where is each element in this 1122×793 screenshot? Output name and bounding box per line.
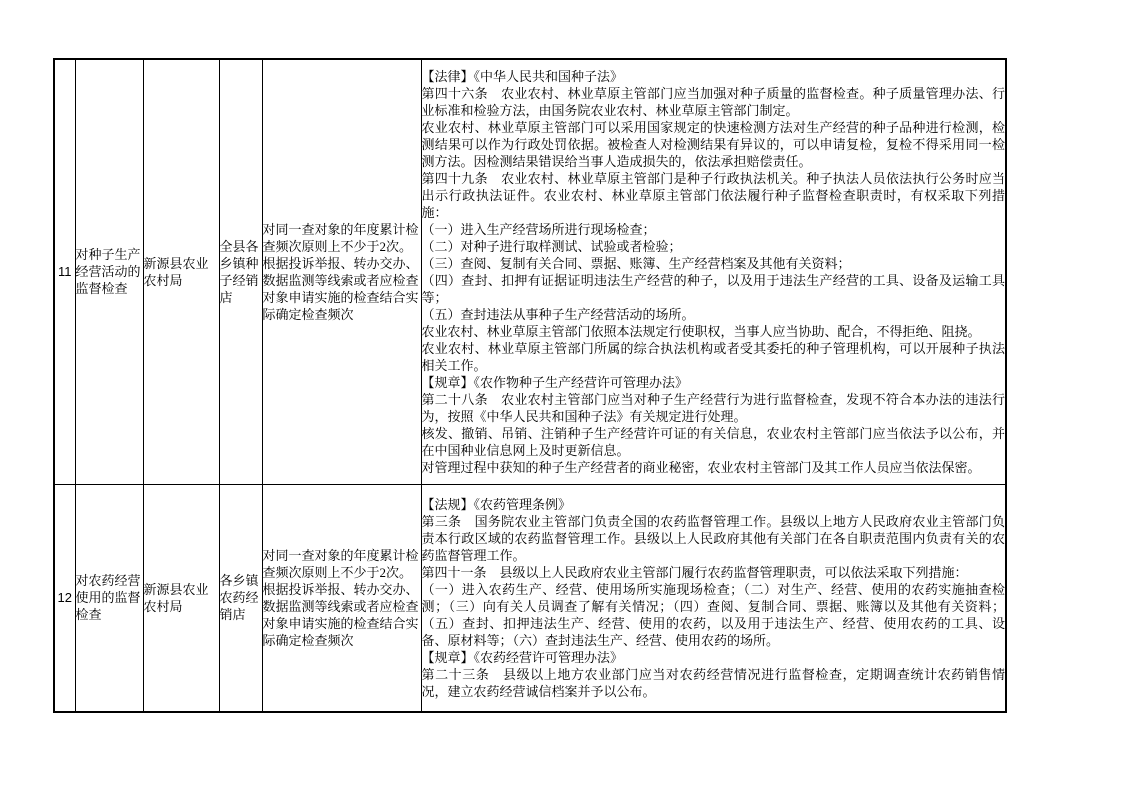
legal-paragraph: 【规章】《农作物种子生产经营许可管理办法》 xyxy=(421,374,689,390)
legal-paragraph: （五）查封违法从事种子生产经营活动的场所。 xyxy=(421,306,695,322)
agency-cell: 新源县农业农村局 xyxy=(143,59,219,484)
legal-paragraph: 第四十一条 县级以上人民政府农业主管部门履行农药监督管理职责，可以依法采取下列措施： xyxy=(421,564,968,580)
target-cell: 全县各乡镇种子经销店 xyxy=(219,59,262,484)
row-number-cell: 12 xyxy=(54,484,75,712)
legal-basis-cell xyxy=(421,59,1006,484)
target-cell: 各乡镇农药经销店 xyxy=(219,484,262,712)
legal-paragraph: 第四十九条 农业农村、林业草原主管部门是种子行政执法机关。种子执法人员依法执行公务时应当出示行政执法证件。农业农村、林业草原主管部门依法履行种子监督检查职责时，有权采取下列措施： xyxy=(421,170,1005,220)
legal-paragraph: （四）查封、扣押有证据证明违法生产经营的种子，以及用于违法生产经营的工具、设备及运输工具等； xyxy=(421,272,1005,305)
legal-paragraph: 对管理过程中获知的种子生产经营者的商业秘密，农业农村主管部门及其工作人员应当依法保密。 xyxy=(421,459,981,475)
legal-paragraph: （三）查阅、复制有关合同、票据、账簿、生产经营档案及其他有关资料； xyxy=(421,255,851,271)
inspection-item-cell: 对农药经营使用的监督检查 xyxy=(75,484,143,712)
row-number-cell: 11 xyxy=(54,59,75,484)
agency-cell: 新源县农业农村局 xyxy=(143,484,219,712)
legal-paragraph: （一）进入生产经营场所进行现场检查； xyxy=(421,221,656,237)
legal-paragraph: 农业农村、林业草原主管部门依照本法规定行使职权，当事人应当协助、配合，不得拒绝、阻挠。 xyxy=(421,323,981,339)
legal-paragraph: （二）对种子进行取样测试、试验或者检验； xyxy=(421,238,682,254)
frequency-cell: 对同一查对象的年度累计检查频次原则上不少于2次。根据投诉举报、转办交办、数据监测等线索或者应检查对象申请实施的检查结合实际确定检查频次 xyxy=(262,59,421,484)
table-row-11 xyxy=(54,59,1006,484)
legal-paragraph: 农业农村、林业草原主管部门可以采用国家规定的快速检测方法对生产经营的种子品种进行检测，检测结果可以作为行政处罚依据。被检查人对检测结果有异议的，可以申请复检，复检不得采用同一检测方法。因检测结果错误给当事人造成损失的，依法承担赔偿责任。 xyxy=(421,119,1005,169)
legal-paragraph: 第四十六条 农业农村、林业草原主管部门应当加强对种子质量的监督检查。种子质量管理办法、行业标准和检验方法，由国务院农业农村、林业草原主管部门制定。 xyxy=(421,85,1005,118)
legal-paragraph: 第二十八条 农业农村主管部门应当对种子生产经营行为进行监督检查，发现不符合本办法的违法行为，按照《中华人民共和国种子法》有关规定进行处理。 xyxy=(421,391,1005,424)
legal-paragraph: 农业农村、林业草原主管部门所属的综合执法机构或者受其委托的种子管理机构，可以开展种子执法相关工作。 xyxy=(421,340,1005,373)
inspection-item-cell: 对种子生产经营活动的监督检查 xyxy=(75,59,143,484)
frequency-cell: 对同一查对象的年度累计检查频次原则上不少于2次。根据投诉举报、转办交办、数据监测等线索或者应检查对象申请实施的检查结合实际确定检查频次 xyxy=(262,484,421,712)
legal-paragraph: （一）进入农药生产、经营、使用场所实施现场检查；（二）对生产、经营、使用的农药实施抽查检测；（三）向有关人员调查了解有关情况；（四）查阅、复制合同、票据、账簿以及其他有关资料；（五）查封、扣押违法生产、经营、使用的农药，以及用于违法生产、经营、使用农药的工具、设备、原材料等；（六）查封违法生产、经营、使用农药的场所。 xyxy=(421,581,1005,648)
legal-paragraph: 第二十三条 县级以上地方农业部门应当对农药经营情况进行监督检查，定期调查统计农药销售情况，建立农药经营诚信档案并予以公布。 xyxy=(421,666,1005,699)
legal-paragraph: 【法律】《中华人民共和国种子法》 xyxy=(421,68,624,84)
legal-paragraph: 核发、撤销、吊销、注销种子生产经营许可证的有关信息，农业农村主管部门应当依法予以公布，并在中国种业信息网上及时更新信息。 xyxy=(421,425,1005,458)
legal-paragraph: 第三条 国务院农业主管部门负责全国的农药监督管理工作。县级以上地方人民政府农业主管部门负责本行政区域的农药监督管理工作。县级以上人民政府其他有关部门在各自职责范围内负责有关的农药监督管理工作。 xyxy=(421,513,1005,563)
legal-paragraph: 【法规】《农药管理条例》 xyxy=(421,496,572,512)
table-row-12 xyxy=(54,484,1006,712)
legal-basis-cell xyxy=(421,484,1006,712)
inspection-table xyxy=(53,58,1007,713)
legal-paragraph: 【规章】《农药经营许可管理办法》 xyxy=(421,649,624,665)
